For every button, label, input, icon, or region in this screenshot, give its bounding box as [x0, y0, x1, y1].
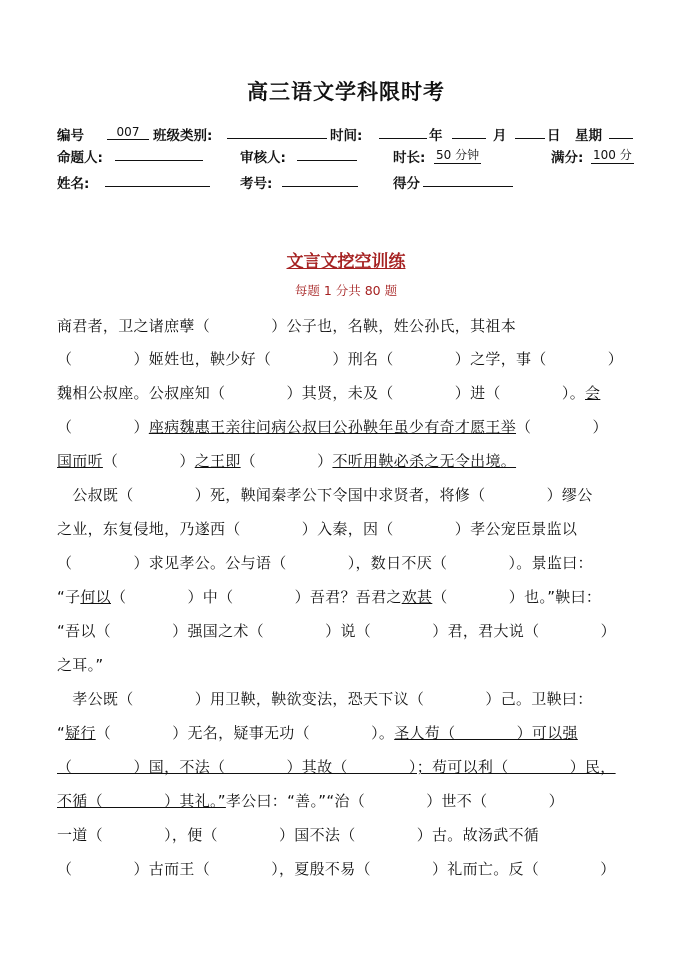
- month-label: 月: [493, 128, 507, 144]
- name-label: 姓名:: [57, 176, 90, 192]
- passage-line-9b: 何以: [80, 588, 111, 606]
- passage-line-15b: 孝公曰：“善。”“治（ ）世不（ ）: [225, 792, 564, 810]
- passage-line-15a: 不循（ ）其礼。”: [57, 792, 226, 810]
- passage-line-5b: （ ）: [102, 452, 195, 470]
- day-label: 日: [547, 128, 561, 144]
- passage-line-9: [57, 586, 642, 607]
- score-value: [591, 146, 634, 164]
- reviewer-label: 审核人:: [240, 150, 286, 166]
- page-title: 高三语文学科限时考: [247, 79, 445, 104]
- passage-line-4c: （ ）: [516, 418, 608, 436]
- passage-line-5d: （ ）: [240, 452, 333, 470]
- passage-line-7: 之业，东复侵地，乃遂西（ ）入秦，因（ ）孝公宠臣景监以: [57, 520, 578, 538]
- passage-line-8: （ ）求见孝公。公与语（ ），数日不厌（ ）。景监曰：: [57, 554, 593, 572]
- duration-label: 时长:: [393, 150, 426, 166]
- passage-line-4: [57, 416, 642, 437]
- class-blank-line: [227, 124, 327, 139]
- passage-line-3a: 魏相公叔座。公叔座知（ ）其贤，未及（ ）进（ ）。: [57, 384, 586, 402]
- passage-line-4b: 座病魏惠王亲往问病公叔曰公孙鞅年虽少有奇才愿王举: [148, 418, 517, 436]
- day-blank-line: [515, 124, 545, 139]
- passage-line-13: [57, 722, 642, 743]
- score-label: 满分:: [551, 150, 584, 166]
- number-value: [107, 124, 149, 140]
- score-value-text: 100 分: [593, 148, 632, 162]
- passage-line-4a: （ ）: [57, 418, 149, 436]
- passage-line-10: “吾以（ ）强国之术（ ）说（ ）君，君大说（ ）: [57, 622, 616, 640]
- week-label: 星期: [575, 128, 602, 144]
- month-blank-line: [452, 124, 486, 139]
- passage-line-14: （ ）国，不法（ ）其故（ ）；苟可以利（ ）民，: [57, 758, 616, 776]
- year-blank-line: [379, 124, 427, 139]
- author-blank-line: [115, 146, 203, 161]
- passage-line-13a: “: [57, 724, 66, 742]
- passage-line-5e: 不听用鞅必杀之无令出境。: [332, 452, 517, 470]
- author-label: 命题人:: [57, 150, 103, 166]
- passage-line-9c: （ ）中（ ）吾君？吾君之: [110, 588, 402, 606]
- passage-line-9d: 欢甚: [401, 588, 433, 606]
- exam-no-blank-line: [282, 172, 358, 187]
- passage-line-9a: “子: [57, 588, 81, 606]
- duration-value-text: 50 分钟: [436, 148, 480, 162]
- passage-line-3: [57, 382, 642, 403]
- result-label: 得分: [393, 176, 420, 192]
- passage-line-3b: 会: [585, 384, 601, 402]
- passage-line-9e: （ ）也。”鞅曰：: [432, 588, 602, 606]
- passage-line-12: 孝公既（ ）用卫鞅，鞅欲变法，恐天下议（ ）己。卫鞅曰：: [57, 690, 593, 708]
- exam-no-label: 考号:: [240, 176, 273, 192]
- year-label: 年: [429, 128, 443, 144]
- reviewer-blank-line: [297, 146, 357, 161]
- section-subtitle: 每题 1 分共 80 题: [294, 283, 398, 298]
- passage-line-16: 一道（ ），便（ ）国不法（ ）古。故汤武不循: [57, 826, 540, 844]
- passage-line-13b: 疑行: [65, 724, 96, 742]
- duration-value: [434, 146, 481, 164]
- result-blank-line: [423, 172, 513, 187]
- passage-line-17: （ ）古而王（ ），夏殷不易（ ）礼而亡。反（ ）: [57, 860, 616, 878]
- passage-line-6: 公叔既（ ）死，鞅闻秦孝公下令国中求贤者，将修（ ）缪公: [57, 486, 593, 504]
- number-value-text: 007: [107, 125, 149, 140]
- passage-line-5c: 之王即: [194, 452, 241, 470]
- passage-line-2: （ ）姬姓也，鞅少好（ ）刑名（ ）之学，事（ ）: [57, 350, 624, 368]
- passage-line-11: 之耳。”: [57, 656, 104, 674]
- passage-line-1: 商君者，卫之诸庶孽（ ）公子也，名鞅，姓公孙氏，其祖本: [57, 317, 517, 335]
- passage-line-5a: 国而听: [57, 452, 103, 470]
- passage-line-13d: 圣人苟（ ）可以强: [394, 724, 578, 742]
- class-label: 班级类别:: [153, 128, 213, 144]
- section-title: 文言文挖空训练: [286, 252, 406, 272]
- passage-line-5: [57, 450, 642, 471]
- number-label: 编号: [57, 128, 84, 144]
- time-label: 时间:: [330, 128, 363, 144]
- week-blank-line: [609, 124, 633, 139]
- passage-line-15: [57, 790, 642, 811]
- passage-line-13c: （ ）无名，疑事无功（ ）。: [95, 724, 395, 742]
- name-blank-line: [105, 172, 210, 187]
